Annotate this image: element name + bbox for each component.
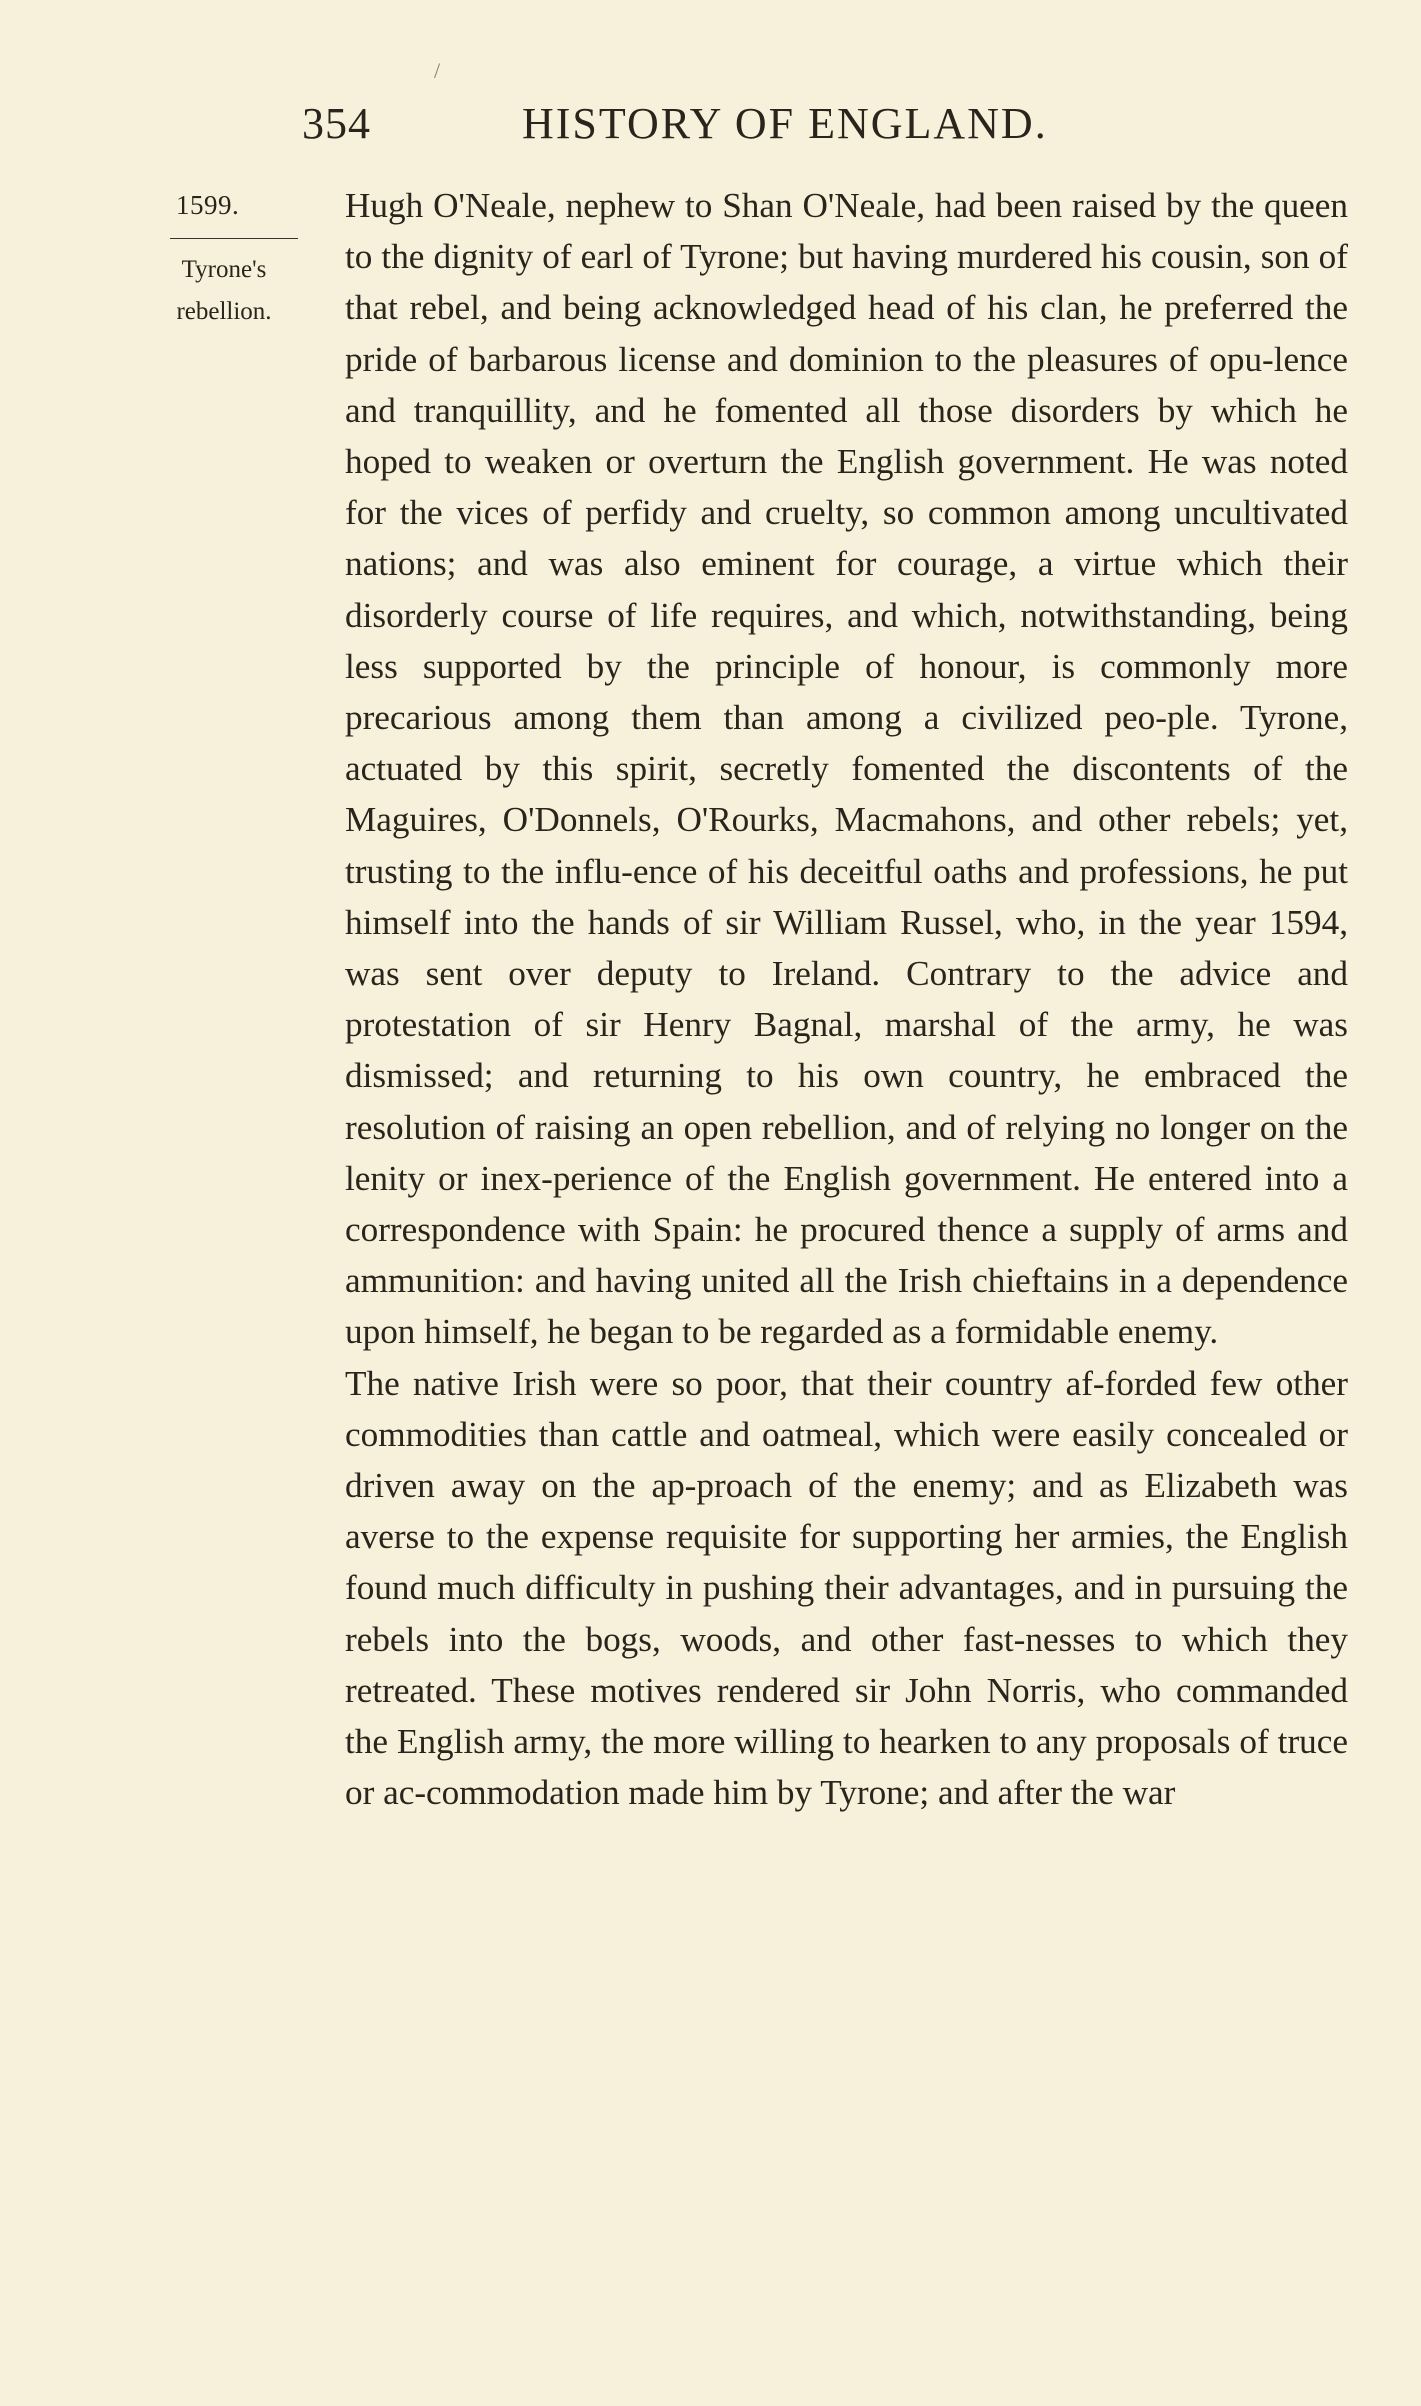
body-text: [345, 180, 1348, 1819]
page-number: 354: [302, 99, 371, 148]
paragraph: The native Irish were so poor, that their country af-forded few other commodities than cattle and oatmeal, which were easily concealed or driven away on the ap-proach of the enemy; and as Elizabeth was averse to the expense requisite for supporting her armies, the English found much difficulty in pushing their advantages, and in pursuing the rebels into the bogs, woods, and other fast-nesses to which they retreated. These motives rendered sir John Norris, who commanded the English army, the more willing to hearken to any proposals of truce or ac-commodation made him by Tyrone; and after the war: [345, 1363, 1348, 1813]
page-title: HISTORY OF ENGLAND.: [522, 99, 1048, 148]
margin-year: 1599.: [176, 190, 240, 220]
stray-mark: /: [434, 58, 441, 83]
margin-note: Tyrone's rebellion.: [176, 256, 272, 325]
running-head: [302, 98, 1352, 158]
margin-divider: [170, 238, 298, 239]
paragraph: Hugh O'Neale, nephew to Shan O'Neale, had been raised by the queen to the dignity of earl of Tyrone; but having murdered his cousin, son of that rebel, and being acknowledged head of his clan, he preferred the pride of barbarous license and dominion to the pleasures of opu-lence and tranquillity, and he fomented all those disorders by which he hoped to weaken or overturn the English government. He was noted for the vices of perfidy and cruelty, so common among uncultivated nations; and was also eminent for courage, a virtue which their disorderly course of life requires, and which, notwithstanding, being less supported by the principle of honour, is commonly more precarious among them than among a civilized peo-ple. Tyrone, actuated by this spirit, secretly fomented the discontents of the Maguires, O'Donnels, O'Rourks, Macmahons, and other rebels; yet, trusting to the influ-ence of his deceitful oaths and professions, he put himself into the hands of sir William Russel, who, in the year 1594, was sent over deputy to Ireland. Contrary to the advice and protestation of sir Henry Bagnal, marshal of the army, he was dismissed; and returning to his own country, he embraced the resolution of raising an open rebellion, and of relying no longer on the lenity or inex-perience of the English government. He entered into a correspondence with Spain: he procured thence a supply of arms and ammunition: and having united all the Irish chieftains in a dependence upon himself, he began to be regarded as a formidable enemy.: [345, 186, 1348, 1352]
